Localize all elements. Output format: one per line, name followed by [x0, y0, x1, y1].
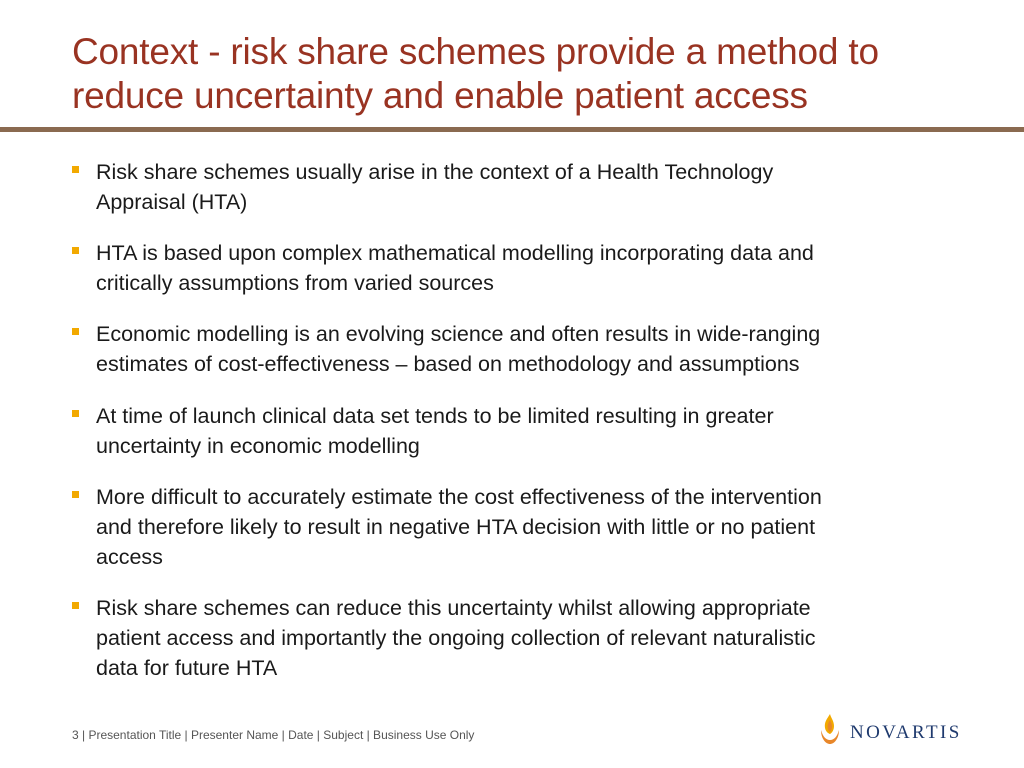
- bullet-line: uncertainty in economic modelling: [96, 434, 420, 458]
- bullet-line: Risk share schemes usually arise in the context of a Health Technology: [96, 160, 774, 184]
- bullet-line: At time of launch clinical data set tends to be limited resulting in greater: [96, 404, 774, 428]
- novartis-flame-icon: [818, 712, 842, 746]
- bullet-line: Economic modelling is an evolving science and often results in wide-ranging: [96, 322, 821, 346]
- bullet-line: HTA is based upon complex mathematical modelling incorporating data and: [96, 241, 814, 265]
- bullet-line: critically assumptions from varied sources: [96, 271, 494, 295]
- bullet-text: [96, 401, 976, 461]
- bullet-line: Appraisal (HTA): [96, 190, 248, 214]
- bullet-line: Risk share schemes can reduce this uncertainty whilst allowing appropriate: [96, 596, 811, 620]
- square-bullet-icon: [72, 410, 79, 417]
- square-bullet-icon: [72, 491, 79, 498]
- bullet-text: [96, 238, 976, 298]
- square-bullet-icon: [72, 247, 79, 254]
- title-divider: [0, 127, 1024, 132]
- square-bullet-icon: [72, 602, 79, 609]
- bullet-line: data for future HTA: [96, 656, 278, 680]
- square-bullet-icon: [72, 328, 79, 335]
- bullet-line: estimates of cost-effectiveness – based on methodology and assumptions: [96, 352, 800, 376]
- bullet-text: [96, 482, 976, 572]
- bullet-line: and therefore likely to result in negative HTA decision with little or no patient: [96, 515, 816, 539]
- slide-title-line: reduce uncertainty and enable patient access: [72, 75, 808, 116]
- slide-footer: 3 | Presentation Title | Presenter Name | Date | Subject | Business Use Only: [72, 728, 475, 742]
- bullet-text: [96, 593, 976, 683]
- bullet-line: access: [96, 545, 163, 569]
- slide-title: [72, 30, 992, 118]
- bullet-text: [96, 319, 976, 379]
- bullet-line: patient access and importantly the ongoing collection of relevant naturalistic: [96, 626, 816, 650]
- slide-title-line: Context - risk share schemes provide a method to: [72, 31, 879, 72]
- square-bullet-icon: [72, 166, 79, 173]
- bullet-text: [96, 157, 976, 217]
- logo-wordmark: NOVARTIS: [850, 722, 962, 743]
- novartis-logo: [818, 712, 968, 748]
- bullet-line: More difficult to accurately estimate the cost effectiveness of the intervention: [96, 485, 822, 509]
